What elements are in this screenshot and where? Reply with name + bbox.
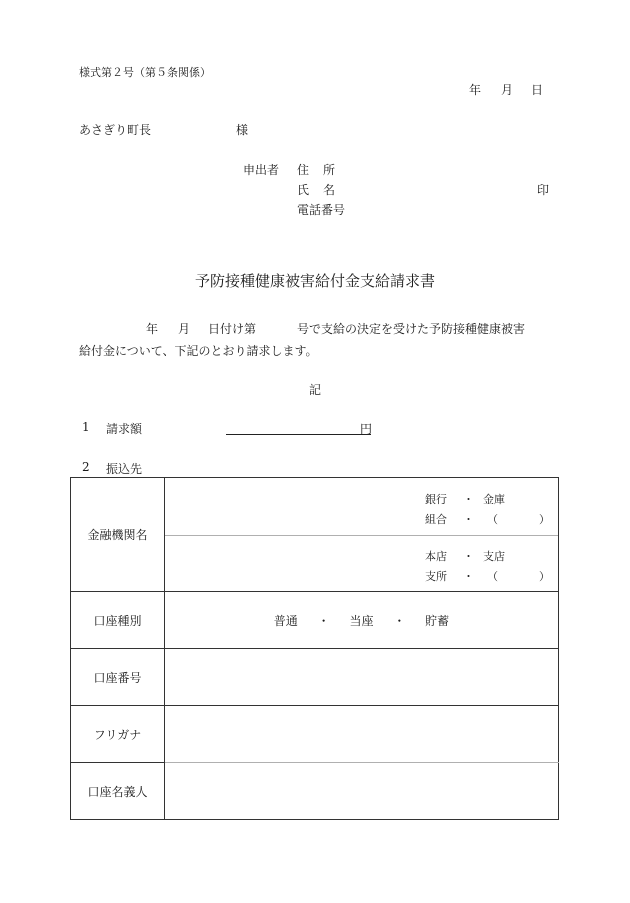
name-label: 氏名: [297, 183, 350, 197]
furigana-field[interactable]: [165, 706, 559, 763]
kumiai-option: 組合: [425, 513, 447, 526]
honorific: 様: [236, 123, 249, 137]
account-type-checking[interactable]: 当座: [349, 613, 374, 628]
date-month-label: 月: [501, 83, 514, 97]
table-row: [71, 649, 559, 706]
table-row: [71, 763, 559, 820]
yen-unit: 円: [360, 422, 373, 436]
sub-branch-option: 支所: [425, 570, 447, 583]
account-type-savings[interactable]: 貯蓄: [425, 613, 450, 628]
item2-number: 2: [82, 460, 90, 474]
date-year-label: 年: [469, 83, 482, 97]
branch-option: 支店: [483, 550, 505, 563]
head-office-option: 本店: [425, 550, 447, 563]
separator: ・: [463, 493, 474, 506]
table-row: [71, 592, 559, 649]
table-row: [71, 478, 559, 592]
shinkin-option: 金庫: [483, 493, 505, 506]
separator: ・: [393, 613, 406, 628]
date-day-label: 日: [531, 83, 544, 97]
body-line-2: 給付金について、下記のとおり請求します。: [79, 344, 318, 358]
ki-heading: 記: [308, 383, 321, 397]
separator: ・: [317, 613, 330, 628]
account-number-label: 口座番号: [71, 649, 165, 706]
account-holder-field[interactable]: [165, 763, 559, 820]
addressee: あさぎり町長: [79, 123, 152, 137]
item2-label: 振込先: [106, 462, 143, 476]
applicant-label: 申出者: [243, 163, 280, 177]
branch-name-area[interactable]: [165, 535, 558, 591]
body-rest: 号で支給の決定を受けた予防接種健康被害: [297, 322, 526, 336]
close-paren: ）: [539, 513, 550, 526]
document-title: 予防接種健康被害給付金支給請求書: [194, 272, 435, 290]
account-holder-label: 口座名義人: [71, 763, 165, 820]
bank-option: 銀行: [425, 493, 447, 506]
item1-number: 1: [82, 420, 90, 434]
item1-label: 請求額: [106, 422, 143, 436]
address-label: 住所: [297, 163, 350, 177]
institution-cell[interactable]: [165, 478, 559, 592]
account-type-label: 口座種別: [71, 592, 165, 649]
bank-transfer-table: [70, 477, 559, 820]
body-year: 年: [146, 322, 159, 336]
form-number: 様式第２号（第５条関係）: [79, 66, 211, 79]
body-dated: 日付け第: [208, 322, 257, 336]
table-row: [71, 706, 559, 763]
close-paren: ）: [539, 570, 550, 583]
account-number-field[interactable]: [165, 649, 559, 706]
institution-name-area[interactable]: [165, 478, 558, 536]
separator: ・: [463, 570, 474, 583]
phone-label: 電話番号: [297, 203, 346, 217]
separator: ・: [463, 513, 474, 526]
amount-field[interactable]: [226, 434, 371, 435]
body-month: 月: [178, 322, 191, 336]
institution-label: 金融機関名: [71, 478, 165, 592]
open-paren: （: [487, 570, 498, 583]
open-paren: （: [487, 513, 498, 526]
separator: ・: [463, 550, 474, 563]
account-type-cell[interactable]: [165, 592, 559, 649]
furigana-label: フリガナ: [71, 706, 165, 763]
seal-mark: 印: [537, 183, 550, 197]
account-type-ordinary[interactable]: 普通: [273, 613, 298, 628]
